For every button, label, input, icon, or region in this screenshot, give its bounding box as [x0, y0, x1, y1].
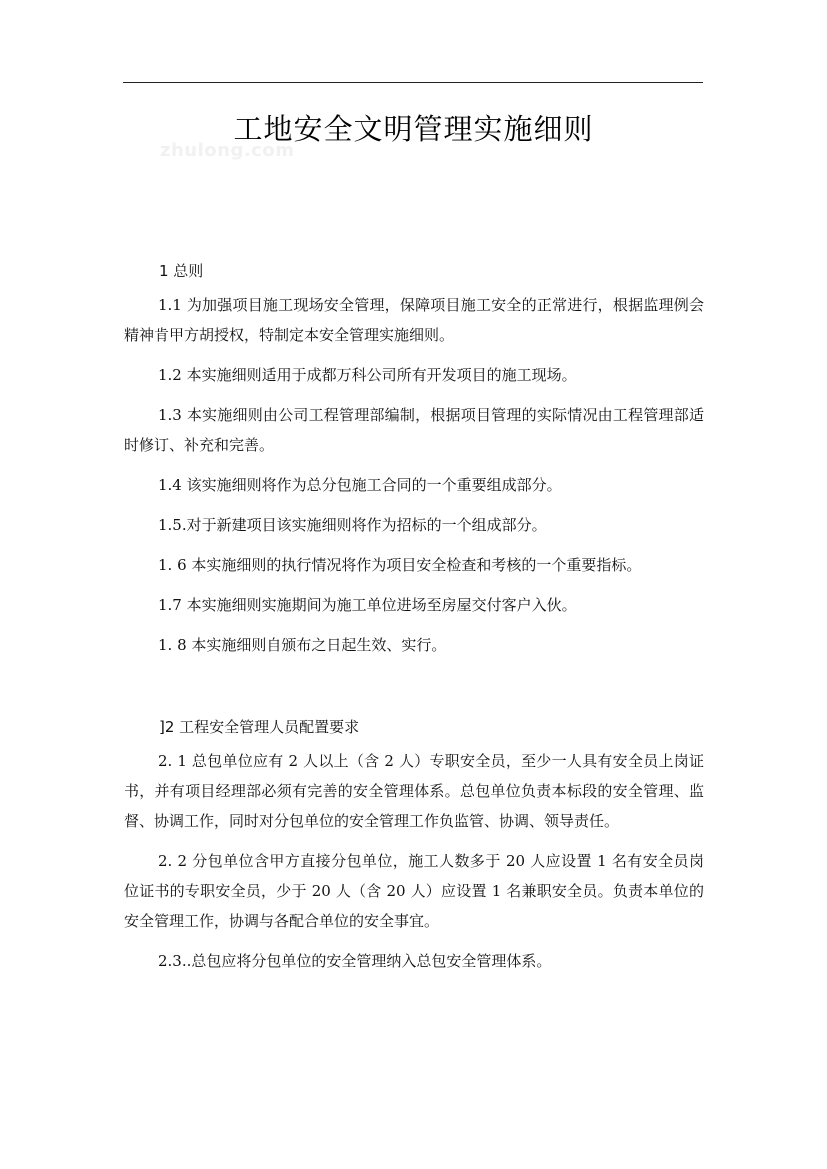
section-heading: ]2 工程安全管理人员配置要求 [159, 718, 360, 736]
header-rule [123, 82, 703, 83]
paragraph: 2.3..总包应将分包单位的安全管理纳入总包安全管理体系。 [158, 952, 552, 970]
paragraph: 1. 8 本实施细则自颁布之日起生效、实行。 [158, 636, 447, 654]
paragraph: 1.5.对于新建项目该实施细则将作为招标的一个组成部分。 [158, 516, 547, 534]
paragraph: 1. 6 本实施细则的执行情况将作为项目安全检查和考核的一个重要指标。 [158, 556, 642, 574]
paragraph: 2. 2 分包单位含甲方直接分包单位，施工人数多于 20 人应设置 1 名有安全员岗位证书的专职安全员，少于 20 人（含 20 人）应设置 1 名兼职安全员。负责本单位的安全管理工作，协调与各配合单位的安全事宜。 [124, 852, 704, 930]
document-body [124, 258, 704, 976]
paragraph: 1.2 本实施细则适用于成都万科公司所有开发项目的施工现场。 [158, 366, 577, 384]
paragraph: 1.7 本实施细则实施期间为施工单位进场至房屋交付客户入伙。 [158, 596, 577, 614]
section-heading: 1 总则 [159, 262, 204, 280]
paragraph: 2. 1 总包单位应有 2 人以上（含 2 人）专职安全员，至少一人具有安全员上岗证书，并有项目经理部必须有完善的安全管理体系。总包单位负责本标段的安全管理、监督、协调工作，同时对分包单位的安全管理工作负监管、协调、领导责任。 [124, 752, 704, 830]
paragraph: 1.1 为加强项目施工现场安全管理，保障项目施工安全的正常进行，根据监理例会精神肯甲方胡授权，特制定本安全管理实施细则。 [124, 296, 704, 344]
watermark: zhulong.com [160, 140, 295, 161]
paragraph: 1.3 本实施细则由公司工程管理部编制，根据项目管理的实际情况由工程管理部适时修订、补充和完善。 [124, 406, 704, 454]
page-title: 工地安全文明管理实施细则 [233, 112, 594, 146]
paragraph: 1.4 该实施细则将作为总分包施工合同的一个重要组成部分。 [158, 476, 562, 494]
